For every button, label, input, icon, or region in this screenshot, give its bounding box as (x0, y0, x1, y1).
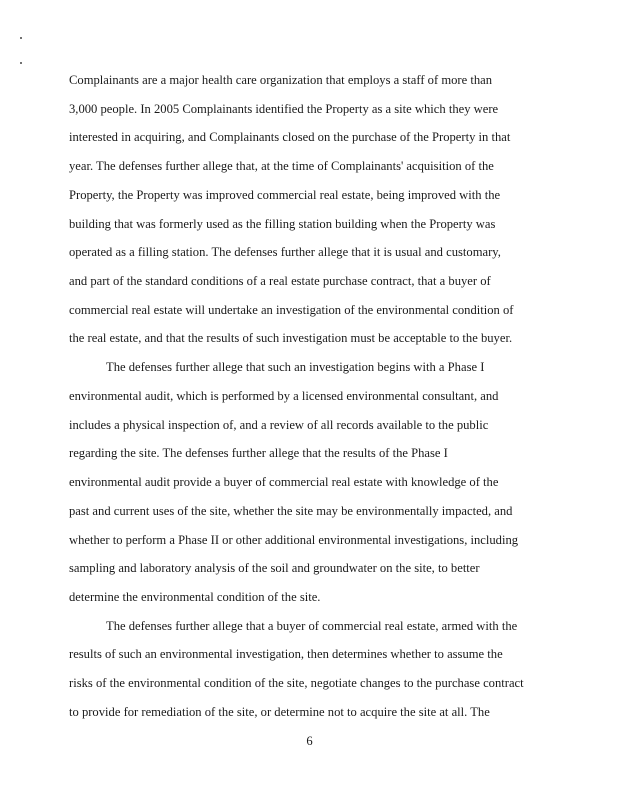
text-line: 3,000 people. In 2005 Complainants identified the Property as a site which they were (69, 101, 499, 116)
text-line: Complainants are a major health care organization that employs a staff of more than (69, 73, 493, 87)
paragraph-1 (69, 66, 551, 353)
text-line: sampling and laboratory analysis of the soil and groundwater on the site, to better (69, 561, 480, 576)
text-line: includes a physical inspection of, and a review of all records available to the public (69, 417, 489, 432)
text-line: environmental audit, which is performed by a licensed environmental consultant, and (69, 388, 499, 403)
text-line: building that was formerly used as the filling station building when the Property was (69, 216, 496, 231)
text-line: year. The defenses further allege that, at the time of Complainants' acquisition of the (69, 159, 494, 174)
text-line: the real estate, and that the results of such investigation must be acceptable to the buyer. (69, 331, 513, 346)
scan-speck (20, 62, 22, 64)
text-line: The defenses further allege that such an investigation begins with a Phase I (106, 360, 485, 375)
text-line: operated as a filling station. The defenses further allege that it is usual and customary, (69, 245, 501, 260)
text-line: commercial real estate will undertake an investigation of the environmental condition of (69, 302, 514, 317)
paragraph-3 (69, 612, 551, 727)
text-line: regarding the site. The defenses further allege that the results of the Phase I (69, 446, 448, 461)
text-line: risks of the environmental condition of the site, negotiate changes to the purchase contract (69, 676, 524, 691)
text-line: environmental audit provide a buyer of commercial real estate with knowledge of the (69, 475, 499, 490)
text-line: results of such an environmental investigation, then determines whether to assume the (69, 647, 503, 662)
text-line: Property, the Property was improved commercial real estate, being improved with the (69, 187, 501, 202)
body-text (69, 66, 551, 727)
text-line: past and current uses of the site, whether the site may be environmentally impacted, and (69, 503, 513, 518)
text-line: to provide for remediation of the site, or determine not to acquire the site at all. The (69, 704, 490, 719)
text-line: The defenses further allege that a buyer of commercial real estate, armed with the (106, 618, 518, 633)
scan-speck (20, 37, 22, 39)
text-line: determine the environmental condition of the site. (69, 589, 321, 604)
text-line: and part of the standard conditions of a real estate purchase contract, that a buyer of (69, 274, 491, 289)
page-number: 6 (306, 734, 313, 748)
paragraph-2 (69, 353, 551, 611)
text-line: whether to perform a Phase II or other additional environmental investigations, including (69, 532, 519, 547)
text-line: interested in acquiring, and Complainants closed on the purchase of the Property in that (69, 130, 511, 145)
